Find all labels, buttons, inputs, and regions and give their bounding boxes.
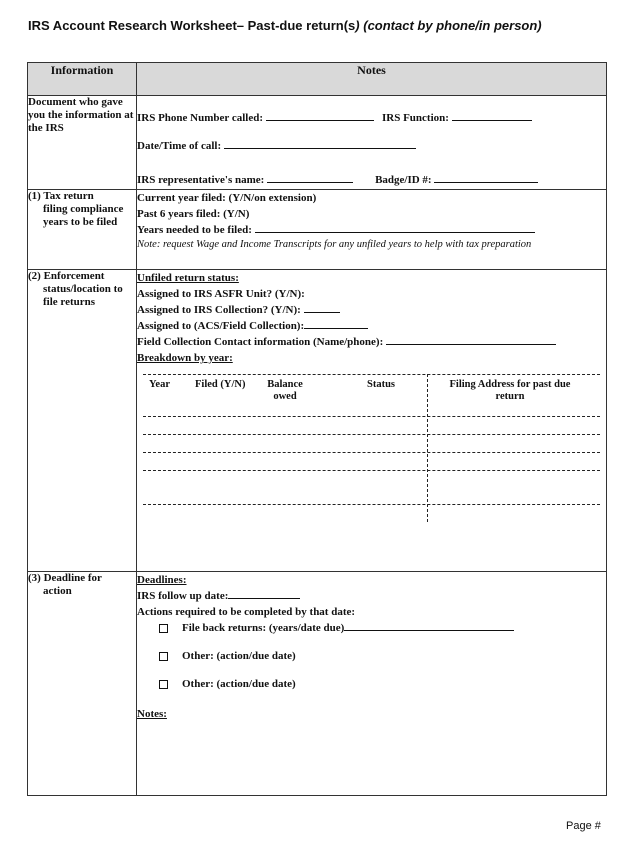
rep-field[interactable] [267, 172, 353, 183]
years-needed-line [137, 222, 606, 238]
breakdown-table [137, 366, 606, 526]
phone-label: IRS Phone Number called: [137, 112, 263, 124]
breakdown-row[interactable] [143, 470, 600, 471]
phone-line [137, 110, 606, 126]
col-year: Year [149, 379, 170, 390]
rep-line [137, 172, 606, 188]
actions-required: Actions required to be completed by that date: [137, 606, 356, 618]
transcript-note: Note: request Wage and Income Transcripts for any unfiled years to help with tax preparation [137, 239, 532, 250]
row2-label-num: (1) Tax return [28, 190, 94, 202]
header-information: Information [28, 63, 137, 96]
worksheet-table [27, 62, 607, 796]
other2-line [137, 676, 606, 692]
followup-line [137, 588, 606, 604]
followup-label: IRS follow up date: [137, 590, 229, 602]
row4-notes [137, 572, 607, 796]
breakdown-top-dash [143, 374, 600, 375]
field-contact-field[interactable] [386, 334, 556, 345]
acs-label: Assigned to (ACS/Field Collection): [137, 320, 305, 332]
years-needed-field[interactable] [255, 222, 535, 233]
col-filed: Filed (Y/N) [195, 379, 246, 390]
other2-checkbox[interactable] [159, 680, 168, 689]
past-six: Past 6 years filed: (Y/N) [137, 208, 250, 220]
file-back-label: File back returns: (years/date due) [182, 622, 345, 634]
deadlines-label: Deadlines: [137, 574, 187, 586]
other1-checkbox[interactable] [159, 652, 168, 661]
row4-label-num: (3) Deadline for [28, 572, 102, 584]
rep-label: IRS representative's name: [137, 174, 265, 186]
followup-field[interactable] [228, 588, 300, 599]
badge-field[interactable] [434, 172, 538, 183]
row4-label [28, 572, 137, 796]
datetime-field[interactable] [224, 138, 416, 149]
collection-field[interactable] [304, 302, 340, 313]
row3-label [28, 270, 137, 572]
acs-line [137, 318, 606, 334]
asfr-line: Assigned to IRS ASFR Unit? (Y/N): [137, 288, 305, 300]
row-enforcement [28, 270, 607, 572]
title-italic: (contact by phone/in person) [363, 18, 542, 33]
field-contact-line [137, 334, 606, 350]
other2-label: Other: (action/due date) [182, 678, 296, 690]
file-back-checkbox[interactable] [159, 624, 168, 633]
other1-label: Other: (action/due date) [182, 650, 296, 662]
row3-notes [137, 270, 607, 572]
breakdown-row[interactable] [143, 416, 600, 417]
datetime-line [137, 138, 606, 154]
col-status: Status [367, 379, 396, 390]
page-number: Page # [566, 820, 601, 832]
function-label: IRS Function: [382, 112, 449, 124]
row-deadline [28, 572, 607, 796]
breakdown-label: Breakdown by year: [137, 352, 233, 364]
row3-label-rest: status/location to file returns [43, 283, 123, 308]
current-year: Current year filed: (Y/N/on extension) [137, 192, 317, 204]
header-notes: Notes [137, 63, 607, 96]
breakdown-row[interactable] [143, 504, 600, 505]
datetime-label: Date/Time of call: [137, 140, 222, 152]
row-document [28, 96, 607, 190]
breakdown-row[interactable] [143, 434, 600, 435]
collection-line [137, 302, 606, 318]
file-back-field[interactable] [344, 620, 514, 631]
file-back-line [137, 620, 606, 636]
acs-field[interactable] [304, 318, 368, 329]
badge-label: Badge/ID #: [375, 174, 432, 186]
header-row [28, 63, 607, 96]
years-needed-label: Years needed to be filed: [137, 224, 252, 236]
title-main: IRS Account Research Worksheet– Past-due return(s [28, 18, 356, 33]
row1-label: Document who gave you the information at the IRS [28, 96, 137, 190]
breakdown-column-divider [427, 374, 428, 522]
page-title [28, 18, 542, 33]
row1-notes [137, 96, 607, 190]
row2-notes [137, 190, 607, 270]
unfiled-status: Unfiled return status: [137, 272, 239, 284]
col-balance: Balance owed [267, 379, 303, 402]
other1-line [137, 648, 606, 664]
field-contact-label: Field Collection Contact information (Name/phone): [137, 336, 384, 348]
breakdown-row[interactable] [143, 452, 600, 453]
title-paren: ) [355, 18, 360, 33]
collection-label: Assigned to IRS Collection? (Y/N): [137, 304, 301, 316]
row2-label [28, 190, 137, 270]
notes-label: Notes: [137, 708, 167, 720]
function-field[interactable] [452, 110, 532, 121]
row-tax-return [28, 190, 607, 270]
row2-label-rest: filing compliance years to be filed [43, 203, 124, 228]
row3-label-num: (2) Enforcement [28, 270, 105, 282]
col-filing-address: Filing Address for past due return [449, 379, 571, 402]
row4-label-rest: action [43, 585, 72, 597]
phone-field[interactable] [266, 110, 374, 121]
